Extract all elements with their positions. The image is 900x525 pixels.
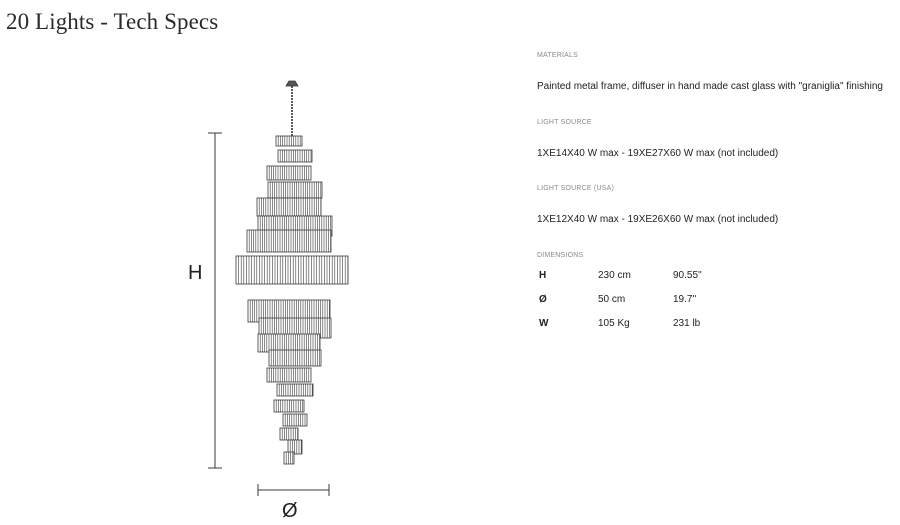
glass-tier <box>267 166 311 180</box>
chandelier-svg <box>185 78 345 525</box>
page-title: 20 Lights - Tech Specs <box>6 9 219 34</box>
light-source-label: LIGHT SOURCE <box>537 119 592 126</box>
diameter-dimension-line <box>258 484 329 496</box>
dimension-imperial: 19.7'' <box>673 294 697 305</box>
materials-label: MATERIALS <box>537 52 578 59</box>
glass-tier <box>274 400 304 412</box>
materials-value: Painted metal frame, diffuser in hand made cast glass with "graniglia" finishing <box>537 81 883 92</box>
height-dimension-line <box>208 133 222 468</box>
glass-tier <box>247 230 331 252</box>
height-marker: H <box>188 262 203 284</box>
glass-tier <box>284 452 294 464</box>
glass-tier <box>278 150 312 162</box>
glass-tier <box>257 198 321 216</box>
dimension-metric: 230 cm <box>598 270 631 281</box>
glass-tier <box>267 368 311 382</box>
canopy-and-chain <box>286 81 298 136</box>
light-source-value: 1XE14X40 W max - 19XE27X60 W max (not included) <box>537 148 779 159</box>
diameter-marker: Ø <box>282 500 298 522</box>
glass-tier <box>277 384 313 396</box>
dimension-key: Ø <box>539 294 547 305</box>
dimension-key: H <box>539 270 547 281</box>
dimensions-label: DIMENSIONS <box>537 252 584 259</box>
chandelier-drawing <box>185 78 345 525</box>
glass-tier <box>283 414 307 426</box>
dimension-metric: 105 Kg <box>598 318 630 329</box>
glass-tier <box>258 334 320 352</box>
glass-tier <box>276 136 302 146</box>
glass-tier <box>280 428 298 440</box>
light-source-usa-label: LIGHT SOURCE (USA) <box>537 185 614 192</box>
dimension-imperial: 90.55'' <box>673 270 702 281</box>
glass-tiers <box>236 136 348 464</box>
dimension-key: W <box>539 318 549 329</box>
light-source-usa-value: 1XE12X40 W max - 19XE26X60 W max (not included) <box>537 214 779 225</box>
dimension-metric: 50 cm <box>598 294 626 305</box>
dimension-imperial: 231 lb <box>673 318 701 329</box>
glass-tier <box>268 182 322 198</box>
main-drum <box>236 256 348 284</box>
glass-tier <box>269 350 321 366</box>
